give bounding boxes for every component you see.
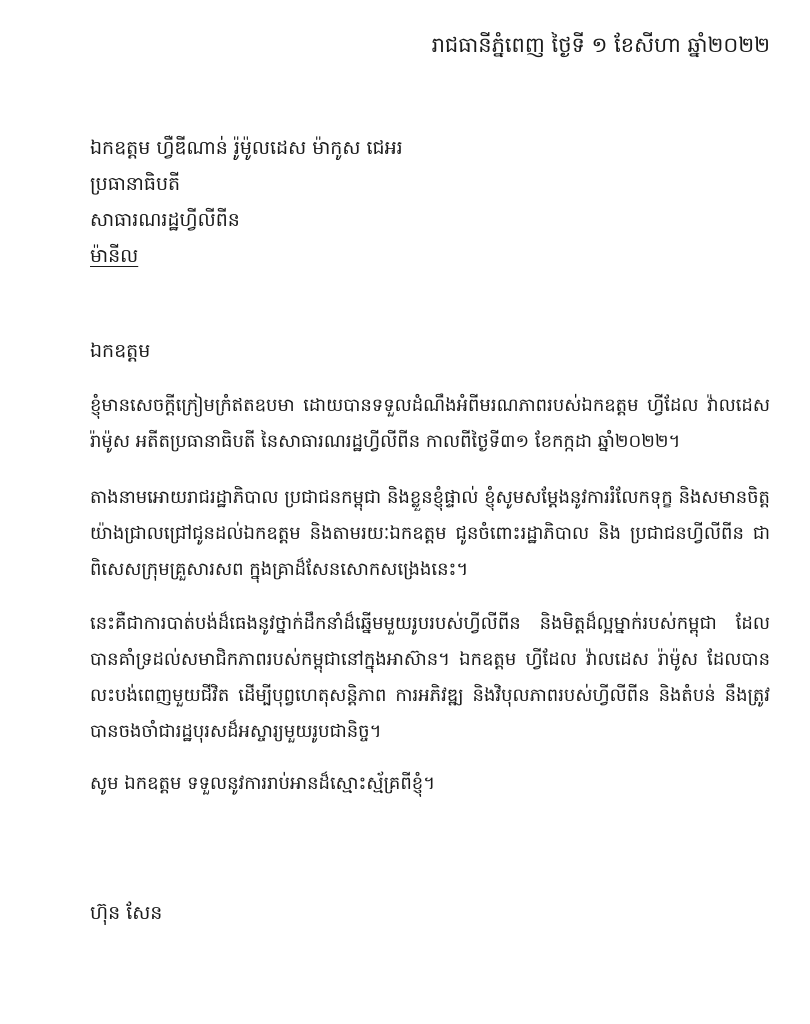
recipient-title: ប្រធានាធិបតី — [90, 173, 181, 195]
date-line: រាជធានីភ្នំពេញ ថ្ងៃទី ១ ខែសីហា ឆ្នាំ២០២២ — [431, 33, 770, 57]
signature-name: ហ៊ុន សែន — [90, 902, 163, 924]
recipient-name: ឯកឧត្តម ហ្វឺឌីណាន់ រ៉ូម៉ូលដេស ម៉ាកូស ជេអរ — [90, 137, 403, 159]
salutation: ឯកឧត្តម — [90, 340, 151, 362]
recipient-country: សាធារណរដ្ឋហ្វីលីពីន — [90, 209, 240, 231]
body-paragraph-3: នេះគឺជាការបាត់បង់ដ៏ធេងនូវថ្នាក់ដឹកនាំដ៏ឆ្នើមមួយរូបរបស់ហ្វីលីពីន និងមិត្តដ៏ល្អម្នាក់របស់កម្ពុជា ដែលបានគាំទ្រដល់សមាជិកភាពរបស់កម្ពុជានៅក្នុងអាស៊ាន។ ឯកឧត្តម ហ្វីដែល វ៉ាលដេស រ៉ាម៉ូស ដែលបានលះបង់ពេញមួយជីវិត ដើម្បីបុព្វហេតុសន្តិភាព ការអភិវឌ្ឍ និងវិបុលភាពរបស់ហ្វីលីពីន និងតំបន់ នឹងត្រូវបានចងចាំជារដ្ឋបុរសដ៏អស្ចារ្យមួយរូបជានិច្ច។ — [90, 613, 770, 742]
recipient-city: ម៉ានីល — [90, 245, 139, 267]
body-paragraph-2: តាងនាមអោយរាជរដ្ឋាភិបាល ប្រជាជនកម្ពុជា និងខ្លួនខ្ញុំផ្ទាល់ ខ្ញុំសូមសម្តែងនូវការរំលែកទុក្ខ និងសមានចិត្តយ៉ាងជ្រាលជ្រៅជូនដល់ឯកឧត្តម និងតាមរយៈឯកឧត្តម ជូនចំពោះរដ្ឋាភិបាល និង ប្រជាជនហ្វីលីពីន ជាពិសេសក្រុមគ្រួសារសព ក្នុងគ្រាដ៏សែនសោកសង្រេងនេះ។ — [90, 487, 770, 580]
closing-paragraph: សូម ឯកឧត្តម ទទួលនូវការរាប់អានដ៏ស្មោះស្ម័គ្រពីខ្ញុំ។ — [90, 773, 436, 794]
recipient-block — [90, 130, 403, 274]
body-paragraph-1: ខ្ញុំមានសេចក្តីក្រៀមក្រំឥតឧបមា ដោយបានទទួលដំណឹងអំពីមរណភាពរបស់ឯកឧត្តម ហ្វីដែល វ៉ាលដេស រ៉ាម៉ូស អតីតប្រធានាធិបតី នៃសាធារណរដ្ឋហ្វីលីពីន កាលពីថ្ងៃទី៣១ ខែកក្កដា ឆ្នាំ២០២២។ — [90, 395, 770, 452]
